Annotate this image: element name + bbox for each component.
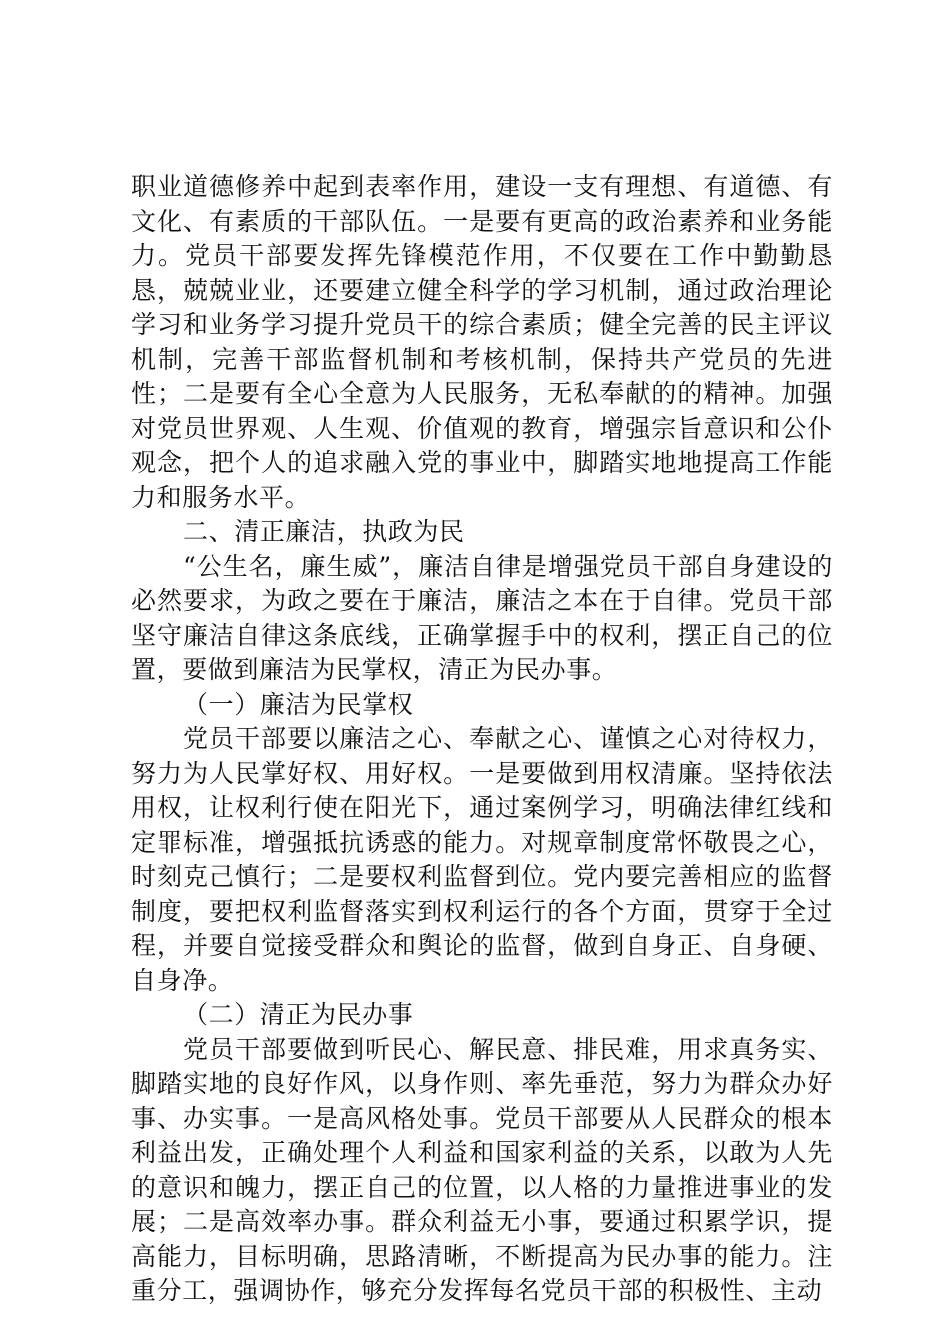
subsection-heading: （一）廉洁为民掌权 bbox=[183, 689, 414, 719]
subsection-heading: （二）清正为民办事 bbox=[183, 1000, 414, 1029]
section-heading: 二、清正廉洁，执政为民 bbox=[183, 517, 465, 546]
paragraph-body: “公生名，廉生威”，廉洁自律是增强党员干部自身建设的必然要求，为政之要在于廉洁，廉洁之本在于自律。党员干部坚守廉洁自律这条底线，正确掌握手中的权利，摆正自己的位置，要做到廉洁为民掌权，清正为民办事。 bbox=[131, 551, 833, 684]
paragraph-body: 党员干部要以廉洁之心、奉献之心、谨慎之心对待权力，努力为人民掌好权、用好权。一是要做到用权清廉。坚持依法用权，让权利行使在阳光下，通过案例学习，明确法律红线和定罪标准，增强抵抗诱惑的能力。对规章制度常怀敬畏之心，时刻克己慎行；二是要权利监督到位。党内要完善相应的监督制度，要把权利监督落实到权利运行的各个方面，贯穿于全过程，并要自觉接受群众和舆论的监督，做到自身正、自身硬、自身净。 bbox=[131, 724, 833, 995]
paragraph-body: 党员干部要做到听民心、解民意、排民难，用求真务实、脚踏实地的良好作风，以身作则、率先垂范，努力为群众办好事、办实事。一是高风格处事。党员干部要从人民群众的根本利益出发，正确处理个人利益和国家利益的关系，以敢为人先的意识和魄力，摆正自己的位置，以人格的力量推进事业的发展；二是高效率办事。群众利益无小事，要通过积累学识，提高能力，目标明确，思路清晰，不断提高为民办事的能力。注重分工，强调协作，够充分发挥每名党员干部的积极性、主动 bbox=[131, 1034, 833, 1305]
document-body bbox=[131, 170, 833, 1309]
paragraph-body-continued: 职业道德修养中起到表率作用，建设一支有理想、有道德、有文化、有素质的干部队伍。一是要有更高的政治素养和业务能力。党员干部要发挥先锋模范作用，不仅要在工作中勤勤恳恳，兢兢业业，还要建立健全科学的学习机制，通过政治理论学习和业务学习提升党员干的综合素质；健全完善的民主评议机制，完善干部监督机制和考核机制，保持共产党员的先进性；二是要有全心全意为人民服务，无私奉献的的精神。加强对党员世界观、人生观、价值观的教育，增强宗旨意识和公仆观念，把个人的追求融入党的事业中，脚踏实地地提高工作能力和服务水平。 bbox=[131, 172, 833, 512]
